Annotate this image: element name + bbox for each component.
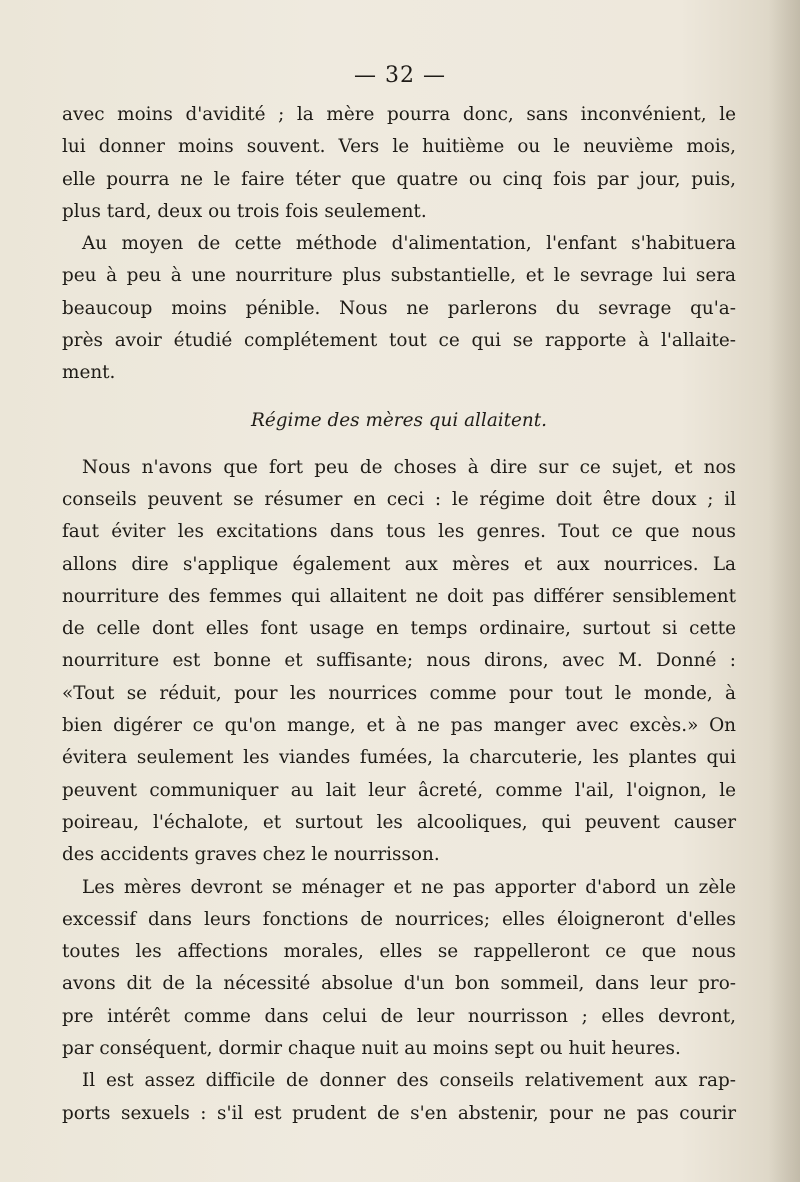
text-line: beaucoup moins pénible. Nous ne parlerons du sevrage qu'a- (62, 297, 736, 319)
text-line: faut éviter les excitations dans tous les genres. Tout ce que nous (62, 521, 736, 543)
text-line: plus tard, deux ou trois fois seulement. (62, 200, 427, 222)
text-line: ment. (62, 362, 116, 384)
text-line: peuvent communiquer au lait leur âcreté, comme l'ail, l'oignon, le (62, 779, 736, 801)
text-line: Les mères devront se ménager et ne pas apporter d'abord un zèle (82, 876, 736, 898)
text-line: excessif dans leurs fonctions de nourrices; elles éloigneront d'elles (62, 908, 736, 930)
text-line: Nous n'avons que fort peu de choses à dire sur ce sujet, et nos (82, 456, 736, 478)
text-line: par conséquent, dormir chaque nuit au moins sept ou huit heures. (62, 1038, 681, 1060)
page-edge-shadow (768, 0, 800, 1182)
text-line: poireau, l'échalote, et surtout les alcooliques, qui peuvent causer (62, 811, 736, 833)
text-line: allons dire s'applique également aux mères et aux nourrices. La (62, 553, 736, 575)
text-line: Il est assez difficile de donner des conseils relativement aux rap- (82, 1070, 736, 1092)
text-line: peu à peu à une nourriture plus substantielle, et le sevrage lui sera (62, 265, 736, 287)
text-line: toutes les affections morales, elles se rappelleront ce que nous (62, 941, 736, 963)
text-line: évitera seulement les viandes fumées, la charcuterie, les plantes qui (62, 747, 736, 769)
section-title: Régime des mères qui allaitent. (250, 409, 548, 431)
text-line: elle pourra ne le faire téter que quatre ou cinq fois par jour, puis, (62, 168, 736, 190)
text-line: avec moins d'avidité ; la mère pourra donc, sans inconvénient, le (62, 104, 736, 125)
text-line: avons dit de la nécessité absolue d'un bon sommeil, dans leur pro- (62, 973, 736, 995)
page-number: — 32 — (354, 63, 446, 88)
paragraph (62, 452, 736, 872)
paragraph (62, 1065, 736, 1130)
text-line: ports sexuels : s'il est prudent de s'en abstenir, pour ne pas courir (62, 1102, 736, 1124)
text-line: nourriture des femmes qui allaitent ne doit pas différer sensiblement (62, 585, 736, 607)
text-line: près avoir étudié complétement tout ce qui se rapporte à l'allaite- (62, 330, 736, 352)
paragraph (62, 99, 736, 228)
text-line: nourriture est bonne et suffisante; nous dirons, avec M. Donné : (62, 650, 736, 672)
paragraph (62, 228, 736, 389)
text-line: pre intérêt comme dans celui de leur nourrisson ; elles devront, (62, 1005, 736, 1027)
text-line: de celle dont elles font usage en temps ordinaire, surtout si cette (62, 618, 736, 640)
text-line: Au moyen de cette méthode d'alimentation, l'enfant s'habituera (82, 233, 736, 255)
paragraph (62, 872, 736, 1066)
text-line: «Tout se réduit, pour les nourrices comme pour tout le monde, à (62, 682, 736, 704)
text-line: lui donner moins souvent. Vers le huitième ou le neuvième mois, (62, 136, 736, 158)
text-body (62, 99, 736, 1130)
text-line: des accidents graves chez le nourrisson. (62, 844, 440, 866)
text-line: conseils peuvent se résumer en ceci : le régime doit être doux ; il (62, 488, 736, 510)
text-line: bien digérer ce qu'on mange, et à ne pas manger avec excès.» On (62, 715, 736, 737)
